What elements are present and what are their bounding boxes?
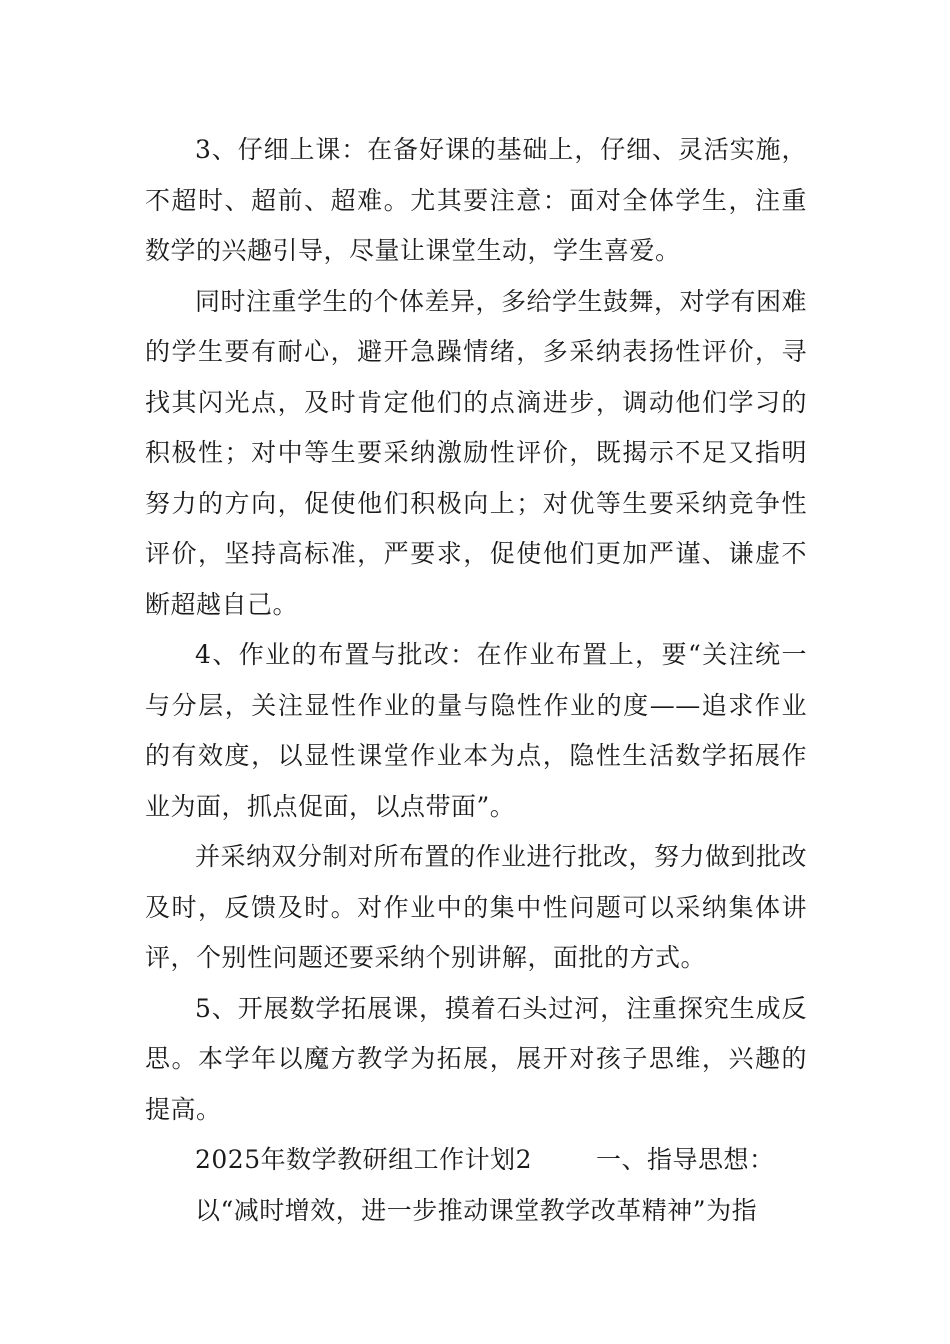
paragraph-homework-grading: 并采纳双分制对所布置的作业进行批改，努力做到批改及时，反馈及时。对作业中的集中性问题可以采纳集体讲评，个别性问题还要采纳个别讲解，面批的方式。 [145, 842, 808, 972]
paragraph-individual-differences: 同时注重学生的个体差异，多给学生鼓舞，对学有困难的学生要有耐心，避开急躁情绪，多采纳表扬性评价，寻找其闪光点，及时肯定他们的点滴进步，调动他们学习的积极性；对中等生要采纳激励性评价，既揭示不足又指明努力的方向，促使他们积极向上；对优等生要采纳竞争性评价，坚持高标准，严要求，促使他们更加严谨、谦虚不断超越自己。 [145, 286, 808, 619]
section-heading: 一、指导思想： [596, 1145, 775, 1174]
plan-heading-line [145, 1135, 807, 1186]
paragraph-homework-assignment: 4、作业的布置与批改：在作业布置上，要“关注统一与分层，关注显性作业的量与隐性作业的度——追求作业的有效度，以显性课堂作业本为点，隐性生活数学拓展作业为面，抓点促面，以点带面”。 [145, 640, 807, 821]
document-body [145, 125, 807, 1236]
paragraph-careful-teaching: 3、仔细上课：在备好课的基础上，仔细、灵活实施，不超时、超前、超难。尤其要注意：面对全体学生，注重数学的兴趣引导，尽量让课堂生动，学生喜爱。 [145, 135, 807, 265]
guiding-thought-line: 以“减时增效，进一步推动课堂教学改革精神”为指 [195, 1195, 758, 1225]
plan-title: 2025年数学教研组工作计划2 [195, 1145, 533, 1174]
paragraph-extension-course: 5、开展数学拓展课，摸着石头过河，注重探究生成反思。本学年以魔方教学为拓展，展开对孩子思维，兴趣的提高。 [145, 993, 807, 1124]
